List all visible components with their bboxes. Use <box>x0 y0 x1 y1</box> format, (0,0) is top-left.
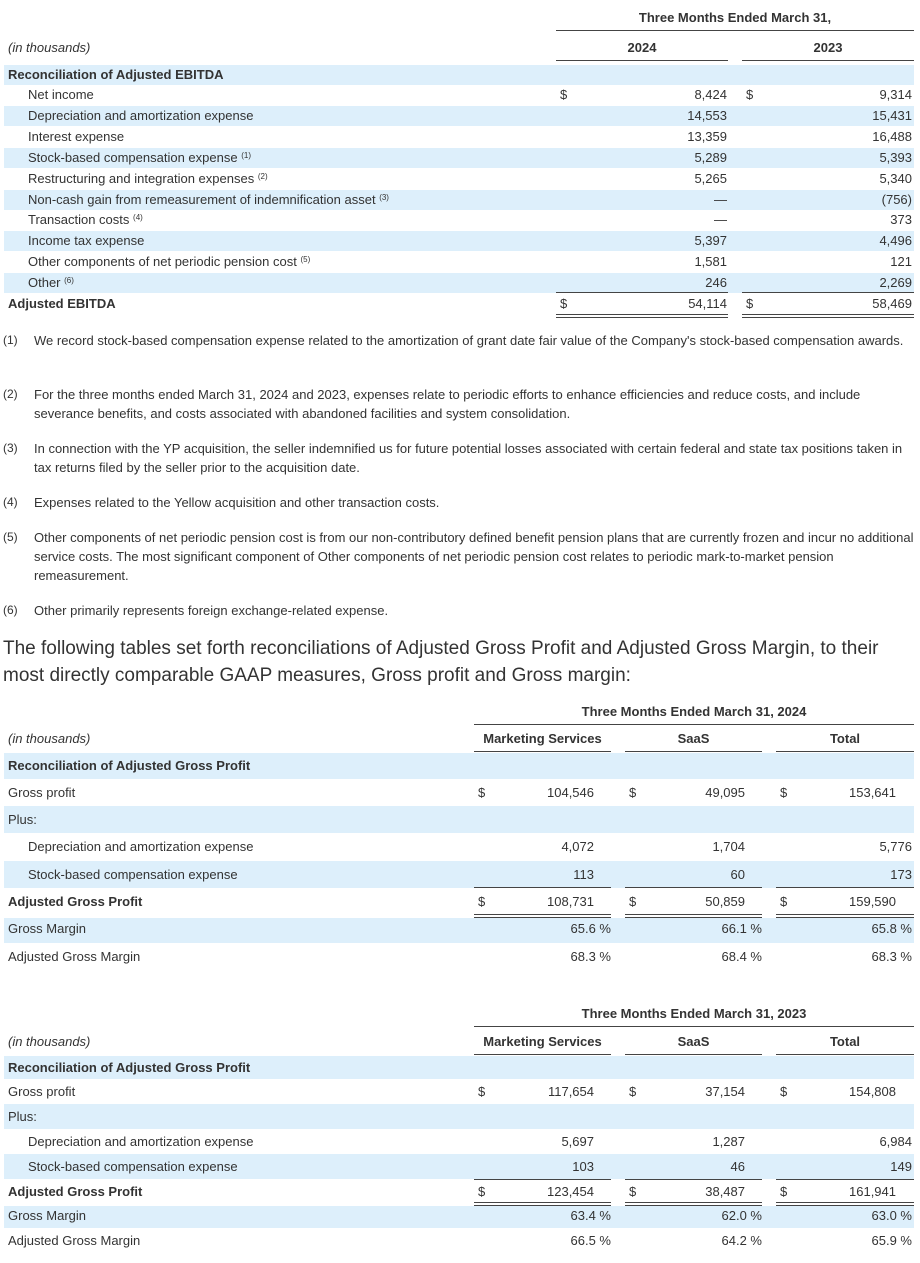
footnote-ref: (4) <box>133 213 143 222</box>
value-saas: 38,487 <box>705 1184 745 1199</box>
currency-symbol: $ <box>746 296 754 311</box>
value-marketing-services: 63.4 % <box>570 1208 611 1223</box>
currency-symbol: $ <box>629 1184 637 1199</box>
section-title: Reconciliation of Adjusted Gross Profit <box>8 758 251 773</box>
year-2024-header: 2024 <box>627 40 657 55</box>
row-label: Adjusted Gross Profit <box>8 1184 143 1199</box>
table-row <box>4 806 914 833</box>
divider <box>742 292 914 293</box>
row-label: Other components of net periodic pension cost <box>28 254 297 269</box>
total-row <box>4 294 914 314</box>
row-label: Net income <box>28 87 94 102</box>
table-row <box>4 273 914 293</box>
value-2024: — <box>714 192 727 207</box>
value-2024: — <box>714 212 727 227</box>
divider <box>556 30 914 31</box>
value-2024: 5,289 <box>694 150 727 165</box>
year-2023-header: 2023 <box>813 40 843 55</box>
value-total: 5,776 <box>879 839 912 854</box>
value-total: 68.3 % <box>871 949 912 964</box>
footnote-number: (2) <box>3 387 18 401</box>
row-label: Adjusted Gross Margin <box>8 1233 141 1248</box>
row-label: Other <box>28 275 61 290</box>
value-total: 65.8 % <box>871 921 912 936</box>
row-label-with-footnote <box>28 190 389 210</box>
value-total: 65.9 % <box>871 1233 912 1248</box>
row-label: Gross Margin <box>8 1208 87 1223</box>
row-label: Gross profit <box>8 1084 76 1099</box>
column-header-saas: SaaS <box>677 731 710 746</box>
value-saas: 50,859 <box>705 894 745 909</box>
value-saas: 37,154 <box>705 1084 745 1099</box>
row-label: Stock-based compensation expense <box>28 867 238 882</box>
table-row <box>4 861 914 888</box>
row-label: Income tax expense <box>28 233 145 248</box>
units-label: (in thousands) <box>8 1034 91 1049</box>
row-label: Stock-based compensation expense <box>28 1159 238 1174</box>
value-total: 159,590 <box>849 894 896 909</box>
value-marketing-services: 65.6 % <box>570 921 611 936</box>
value-marketing-services: 5,697 <box>561 1134 594 1149</box>
value-2024: 8,424 <box>694 87 727 102</box>
divider <box>474 1054 611 1055</box>
footnote-text: In connection with the YP acquisition, the seller indemnified us for future potential losses associated with certain federal and state tax positions taken in tax returns filed by the seller prior to the acquisition date. <box>34 441 903 475</box>
row-label-with-footnote <box>28 169 268 189</box>
table-row <box>4 1229 914 1253</box>
value-total: 6,984 <box>879 1134 912 1149</box>
row-label: Gross Margin <box>8 921 87 936</box>
table-row <box>4 252 914 272</box>
table-row <box>4 127 914 147</box>
value-2023: (756) <box>881 192 912 207</box>
currency-symbol: $ <box>560 296 568 311</box>
value-2023: 4,496 <box>879 233 912 248</box>
value-2024: 1,581 <box>694 254 727 269</box>
value-total: 173 <box>890 867 912 882</box>
total-row <box>4 1180 914 1203</box>
row-label: Depreciation and amortization expense <box>28 839 254 854</box>
value-2024: 5,397 <box>694 233 727 248</box>
currency-symbol: $ <box>478 1084 486 1099</box>
value-saas: 1,704 <box>712 839 745 854</box>
row-label: Adjusted Gross Profit <box>8 894 143 909</box>
row-label-with-footnote <box>28 273 74 293</box>
divider <box>625 1054 762 1055</box>
row-label: Transaction costs <box>28 212 130 227</box>
value-total: 153,641 <box>849 785 896 800</box>
footnote-text: Other components of net periodic pension cost is from our non-contributory defined benefit pension plans that are currently frozen and incur no additional service costs. The most significant component of Other components of net periodic pension cost relates to periodic mark-to-market pension remeasurement. <box>34 530 914 583</box>
value-saas: 62.0 % <box>721 1208 762 1223</box>
divider <box>474 724 914 725</box>
section-title-row <box>4 753 914 779</box>
table-row <box>4 1154 914 1179</box>
divider <box>742 60 914 61</box>
column-header-total: Total <box>829 731 861 746</box>
section-title: Reconciliation of Adjusted EBITDA <box>8 67 224 82</box>
currency-symbol: $ <box>629 785 637 800</box>
row-label: Stock-based compensation expense <box>28 150 238 165</box>
intro-paragraph: The following tables set forth reconciliations of Adjusted Gross Profit and Adjusted Gross Margin, to their most directly comparable GAAP measures, Gross profit and Gross margin: <box>3 638 879 686</box>
value-2023: 16,488 <box>872 129 912 144</box>
currency-symbol: $ <box>478 894 486 909</box>
units-label: (in thousands) <box>8 40 91 55</box>
column-header-saas: SaaS <box>677 1034 710 1049</box>
footnote-number: (6) <box>3 603 18 617</box>
plus-label: Plus: <box>8 812 37 827</box>
row-label-with-footnote <box>28 252 310 272</box>
value-saas: 66.1 % <box>721 921 762 936</box>
row-label: Gross profit <box>8 785 76 800</box>
value-2024: 5,265 <box>694 171 727 186</box>
footnote-ref: (2) <box>257 172 268 181</box>
value-marketing-services: 68.3 % <box>570 949 611 964</box>
value-2023: 5,340 <box>879 171 912 186</box>
divider <box>625 751 762 752</box>
footnote-number: (3) <box>3 441 18 455</box>
footnote-number: (1) <box>3 333 18 347</box>
value-marketing-services: 104,546 <box>547 785 594 800</box>
row-label: Non-cash gain from remeasurement of indemnification asset <box>28 192 376 207</box>
table-row <box>4 169 914 189</box>
currency-symbol: $ <box>746 87 754 102</box>
table-row <box>4 833 914 861</box>
row-label: Depreciation and amortization expense <box>28 1134 254 1149</box>
value-total: 63.0 % <box>871 1208 912 1223</box>
value-total: 149 <box>890 1159 912 1174</box>
double-underline <box>556 314 728 318</box>
ebitda-period-header: Three Months Ended March 31, <box>638 10 832 25</box>
value-total: 154,808 <box>849 1084 896 1099</box>
column-header-marketing-services: Marketing Services <box>483 1034 602 1049</box>
column-header-marketing-services: Marketing Services <box>483 731 602 746</box>
total-2024: 54,114 <box>688 296 727 311</box>
table-row <box>4 148 914 168</box>
value-marketing-services: 4,072 <box>561 839 594 854</box>
row-label-with-footnote <box>28 210 143 230</box>
currency-symbol: $ <box>629 1084 637 1099</box>
currency-symbol: $ <box>478 1184 486 1199</box>
column-header-total: Total <box>829 1034 861 1049</box>
table-row <box>4 1104 914 1129</box>
units-label: (in thousands) <box>8 731 91 746</box>
value-saas: 60 <box>730 867 745 882</box>
table-row <box>4 231 914 251</box>
value-saas: 46 <box>730 1159 745 1174</box>
period-header: Three Months Ended March 31, 2024 <box>581 704 807 719</box>
table-row <box>4 1206 914 1228</box>
value-2023: 5,393 <box>879 150 912 165</box>
table-row <box>4 106 914 126</box>
footnote-ref: (5) <box>300 255 311 264</box>
footnote-text: For the three months ended March 31, 2024 and 2023, expenses relate to periodic efforts to enhance efficiencies and reduce costs, and include severance benefits, and costs associated with abandoned facilities and system consolidation. <box>34 387 861 421</box>
divider <box>556 292 728 293</box>
value-marketing-services: 108,731 <box>547 894 594 909</box>
currency-symbol: $ <box>780 1084 788 1099</box>
row-label: Interest expense <box>28 129 125 144</box>
value-marketing-services: 66.5 % <box>570 1233 611 1248</box>
row-label: Adjusted Gross Margin <box>8 949 141 964</box>
value-marketing-services: 123,454 <box>547 1184 594 1199</box>
value-marketing-services: 113 <box>573 867 594 882</box>
value-2023: 15,431 <box>872 108 912 123</box>
currency-symbol: $ <box>478 785 486 800</box>
value-saas: 1,287 <box>712 1134 745 1149</box>
table-row <box>4 210 914 230</box>
table-row <box>4 918 914 943</box>
section-title: Reconciliation of Adjusted Gross Profit <box>8 1060 251 1075</box>
value-saas: 64.2 % <box>721 1233 762 1248</box>
value-2024: 13,359 <box>687 129 727 144</box>
currency-symbol: $ <box>560 87 568 102</box>
footnote-ref: (3) <box>379 193 389 202</box>
table-row <box>4 85 914 105</box>
row-label: Depreciation and amortization expense <box>28 108 254 123</box>
divider <box>556 60 728 61</box>
value-2023: 121 <box>890 254 912 269</box>
value-saas: 68.4 % <box>721 949 762 964</box>
divider <box>474 751 611 752</box>
table-row <box>4 944 914 970</box>
plus-label: Plus: <box>8 1109 37 1124</box>
table-row <box>4 1129 914 1154</box>
table-row <box>4 1079 914 1104</box>
row-label-with-footnote <box>28 148 251 168</box>
period-header: Three Months Ended March 31, 2023 <box>581 1006 807 1021</box>
value-marketing-services: 117,654 <box>547 1084 594 1099</box>
section-title-row <box>4 1056 914 1079</box>
table-row <box>4 190 914 210</box>
footnote-number: (5) <box>3 530 18 544</box>
total-2023: 58,469 <box>872 296 912 311</box>
currency-symbol: $ <box>780 894 788 909</box>
currency-symbol: $ <box>629 894 637 909</box>
currency-symbol: $ <box>780 785 788 800</box>
value-2024: 14,553 <box>687 108 727 123</box>
table-row <box>4 779 914 806</box>
total-row <box>4 888 914 915</box>
footnote-ref: (1) <box>241 151 251 160</box>
value-2023: 373 <box>890 212 912 227</box>
value-2023: 2,269 <box>879 275 912 290</box>
divider <box>776 751 914 752</box>
row-label: Restructuring and integration expenses <box>28 171 255 186</box>
value-2024: 246 <box>705 275 727 290</box>
double-underline <box>742 314 914 318</box>
footnote-number: (4) <box>3 495 18 509</box>
divider <box>776 1054 914 1055</box>
footnote-text: We record stock-based compensation expense related to the amortization of grant date fair value of the Company's stock-based compensation awards. <box>34 333 904 348</box>
value-2023: 9,314 <box>879 87 912 102</box>
value-saas: 49,095 <box>705 785 745 800</box>
value-total: 161,941 <box>849 1184 896 1199</box>
currency-symbol: $ <box>780 1184 788 1199</box>
divider <box>474 1026 914 1027</box>
total-label: Adjusted EBITDA <box>8 296 116 311</box>
section-title-row <box>4 65 914 85</box>
footnote-ref: (6) <box>64 276 74 285</box>
value-marketing-services: 103 <box>572 1159 594 1174</box>
footnote-text: Expenses related to the Yellow acquisition and other transaction costs. <box>34 495 440 510</box>
footnote-text: Other primarily represents foreign exchange-related expense. <box>34 603 389 618</box>
